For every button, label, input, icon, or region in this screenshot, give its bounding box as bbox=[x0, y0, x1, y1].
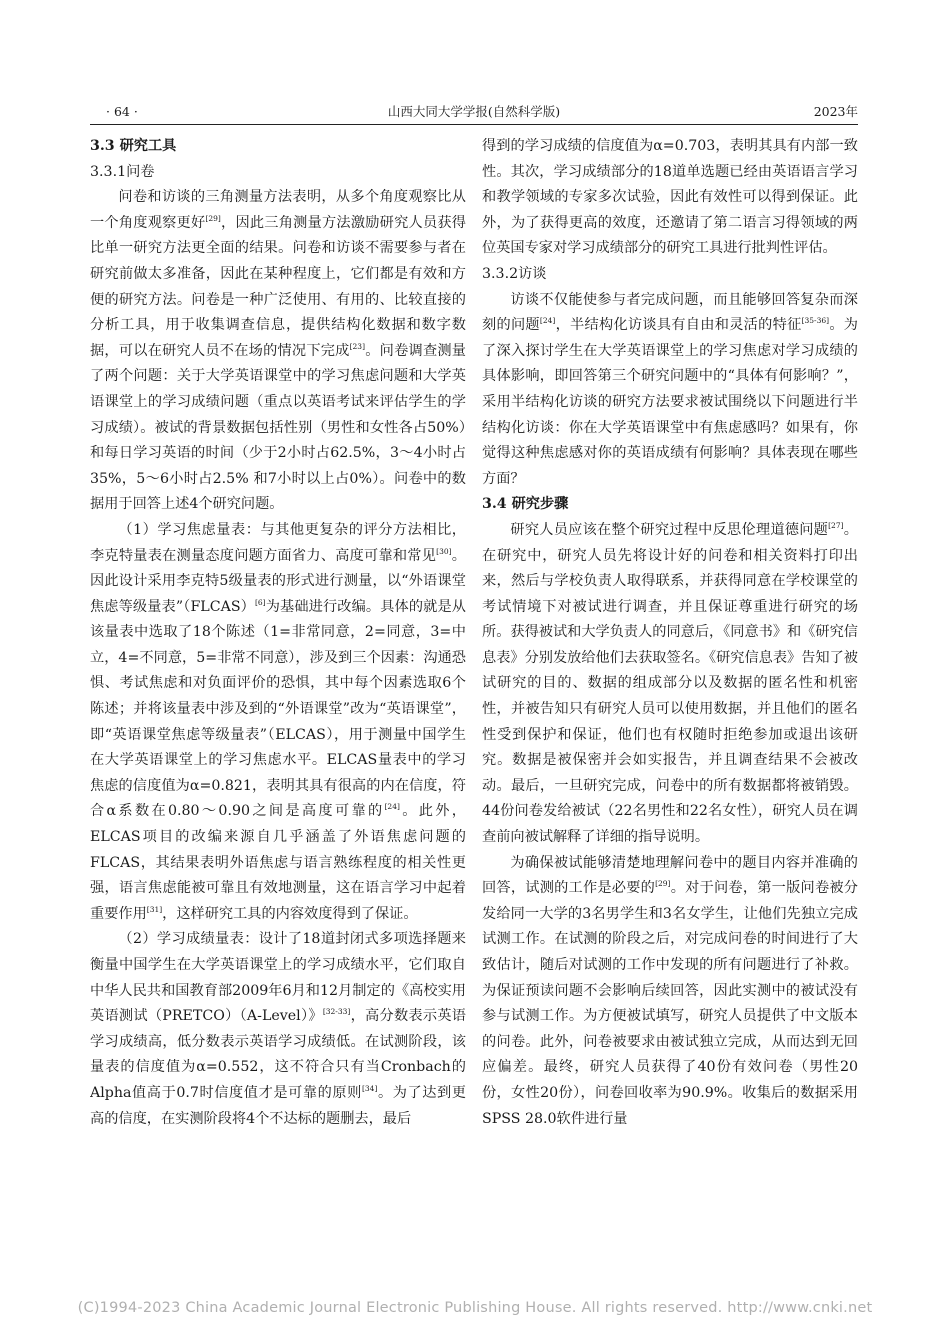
text-run: 访谈不仅能使参与者完成问题，而且能够回答复杂而深刻的问题 bbox=[482, 291, 858, 334]
citation-ref: [32-33] bbox=[322, 1007, 351, 1017]
subsection-heading-3-3-2: 3.3.2访谈 bbox=[482, 265, 547, 282]
paragraph bbox=[90, 518, 466, 928]
citation-ref: [34] bbox=[361, 1083, 378, 1093]
citation-ref: [29] bbox=[205, 213, 221, 223]
paragraph bbox=[90, 927, 466, 1132]
citation-ref: [35-36] bbox=[801, 316, 830, 326]
text-run: 得到的学习成绩的信度值为α=0.703，表明其具有内部一致性。其次，学习成绩部分的18道单选题已经由英语语言学习和教学领域的专家多次试验，因此有效性可以得到保证。此外，为了获得更高的效度，还邀请了第二语言习得领域的两位英国专家对学习成绩部分的研究工具进行批判性评估。 bbox=[482, 138, 858, 257]
text-run: 。为了深入探讨学生在大学英语课堂上的学习焦虑对学习成绩的具体影响，即回答第三个研究问题中的“具体有何影响？”，采用半结构化访谈的研究方法要求被试围绕以下问题进行半结构化访谈：你在大学英语课堂中有焦虑感吗？如果有，你觉得这种焦虑感对你的英语成绩有何影响？具体表现在哪些方面？ bbox=[482, 317, 858, 487]
citation-ref: [6] bbox=[254, 597, 266, 607]
text-run: （2）学习成绩量表：设计了18道封闭式多项选择题来衡量中国学生在大学英语课堂上的学习成绩水平，它们取自中华人民共和国教育部2009年6月和12月制定的《高校实用英语测试（PRETCO）（A-Level）》 bbox=[90, 931, 466, 1025]
left-column bbox=[90, 134, 466, 1234]
section-heading-3-4: 3.4 研究步骤 bbox=[482, 496, 569, 513]
paragraph bbox=[482, 518, 858, 851]
text-run: 。在研究中，研究人员先将设计好的问卷和相关资料打印出来，然后与学校负责人取得联系，并获得同意在学校课堂的考试情境下对被试进行调查，并且保证尊重进行研究的场所。获得被试和大学负责人的同意后，《同意书》和《研究信息表》分别发放给他们去获取签名。《研究信息表》告知了被试研究的目的、数据的组成部分以及数据的匿名性和机密性，并被告知只有研究人员可以使用数据，并且他们的匿名性受到保护和保证，他们也有权随时拒绝参加或退出该研究。数据是被保密并会如实报告，并且调查结果不会被改动。最后，一旦研究完成，问卷中的所有数据都将被销毁。44份问卷发给被试（22名男性和22名女性），研究人员在调查前向被试解释了详细的指导说明。 bbox=[482, 521, 858, 846]
citation-ref: [24] bbox=[384, 802, 400, 812]
header-divider bbox=[90, 124, 858, 125]
page-header bbox=[90, 101, 858, 123]
text-run: ，高分数表示英语学习成绩高，低分数表示英语学习成绩低。在试测阶段，该量表的信度值为α=0.552，这不符合只有当Cronbach的Alpha值高于0.7时信度值才是可靠的原则 bbox=[90, 1008, 466, 1101]
text-run: 。问卷调查测量了两个问题：关于大学英语课堂中的学习焦虑问题和大学英语课堂上的学习成绩问题（重点以英语考试来评估学生的学习成绩）。被试的背景数据包括性别（男性和女性各占50%）和每日学习英语的时间（少于2小时占62.5%，3～4小时占35%，5～6小时占2.5% 和7小时以上占0%）。问卷中的数据用于回答上述4个研究问题。 bbox=[90, 342, 466, 513]
text-run: 为基础进行改编。具体的就是从该量表中选取了18个陈述（1=非常同意，2=同意，3=中立，4=不同意，5=非常不同意），涉及到三个因素：沟通恐惧、考试焦虑和对负面评价的恐惧，其中每个因素选取6个陈述；并将该量表中涉及到的“外语课堂”改为“英语课堂”，即“英语课堂焦虑等级量表”（ELCAS），用于测量中国学生在大学英语课堂上的学习焦虑水平。ELCAS量表中的学习焦虑的信度值为α=0.821，表明其具有很高的内在信度，符合α系数在0.80～0.90之间是高度可靠的 bbox=[90, 598, 466, 820]
text-run: 研究人员应该在整个研究过程中反思伦理道德问题 bbox=[510, 521, 829, 538]
citation-ref: [30] bbox=[436, 546, 452, 556]
text-run: 问卷和访谈的三角测量方法表明，从多个角度观察比从一个角度观察更好 bbox=[90, 189, 466, 231]
paragraph bbox=[482, 851, 858, 1133]
text-run: ，这样研究工具的内容效度得到了保证。 bbox=[162, 905, 418, 922]
citation-ref: [29] bbox=[655, 879, 671, 889]
page-number: · 64 · bbox=[106, 104, 138, 119]
text-run: ，半结构化访谈具有自由和灵活的特征 bbox=[555, 317, 802, 334]
paragraph bbox=[482, 288, 858, 493]
copyright-footer: (C)1994-2023 China Academic Journal Electronic Publishing House. All rights reserved. http://www.cnki.net bbox=[77, 1300, 873, 1316]
publication-year: 2023年 bbox=[813, 104, 858, 119]
text-run: 。为了达到更高的信度，在实测阶段将4个不达标的题删去，最后 bbox=[90, 1084, 466, 1127]
text-run: ，因此三角测量方法激励研究人员获得比单一研究方法更全面的结果。问卷和访谈不需要参与者在研究前做太多准备，因此在某种程度上，它们都是有效和方便的研究方法。问卷是一种广泛使用、有用的、比较直接的分析工具，用于收集调查信息，提供结构化数据和数字数据，可以在研究人员不在场的情况下完成 bbox=[90, 214, 466, 359]
text-run: 。因此设计采用李克特5级量表的形式进行测量，以“外语课堂焦虑等级量表”（FLCAS） bbox=[90, 547, 466, 615]
paragraph-continued bbox=[482, 134, 858, 262]
right-column bbox=[482, 134, 858, 1234]
text-run: 为确保被试能够清楚地理解问卷中的题目内容并准确的回答，试测的工作是必要的 bbox=[482, 854, 858, 897]
citation-ref: [27] bbox=[828, 520, 844, 530]
subsection-heading-3-3-1: 3.3.1问卷 bbox=[90, 163, 155, 180]
paragraph bbox=[90, 185, 466, 518]
citation-ref: [31] bbox=[146, 904, 163, 914]
text-run: 。此外，ELCAS项目的改编来源自几乎涵盖了外语焦虑问题的FLCAS，其结果表明外语焦虑与语言熟练程度的相关性更强，语言焦虑能被可靠且有效地测量，这在语言学习中起着重要作用 bbox=[90, 803, 466, 922]
text-run: （1）学习焦虑量表：与其他更复杂的评分方法相比，李克特量表在测量态度问题方面省力、高度可靠和常见 bbox=[90, 521, 466, 564]
section-heading-3-3: 3.3 研究工具 bbox=[90, 138, 177, 154]
citation-ref: [24] bbox=[539, 316, 556, 326]
citation-ref: [23] bbox=[349, 341, 366, 351]
text-run: 。对于问卷，第一版问卷被分发给同一大学的3名男学生和3名女学生，让他们先独立完成试测工作。在试测的阶段之后，对完成问卷的时间进行了大致估计，随后对试测的工作中发现的所有问题进行了补救。为保证预读问题不会影响后续回答，因此实测中的被试没有参与试测工作。为方便被试填写，研究人员提供了中文版本的问卷。此外，问卷被要求由被试独立完成，从而达到无回应偏差。最终，研究人员获得了40份有效问卷（男性20份，女性20份），问卷回收率为90.9%。收集后的数据采用SPSS 28.0软件进行量 bbox=[482, 880, 858, 1127]
journal-title: 山西大同大学学报(自然科学版) bbox=[387, 104, 561, 119]
